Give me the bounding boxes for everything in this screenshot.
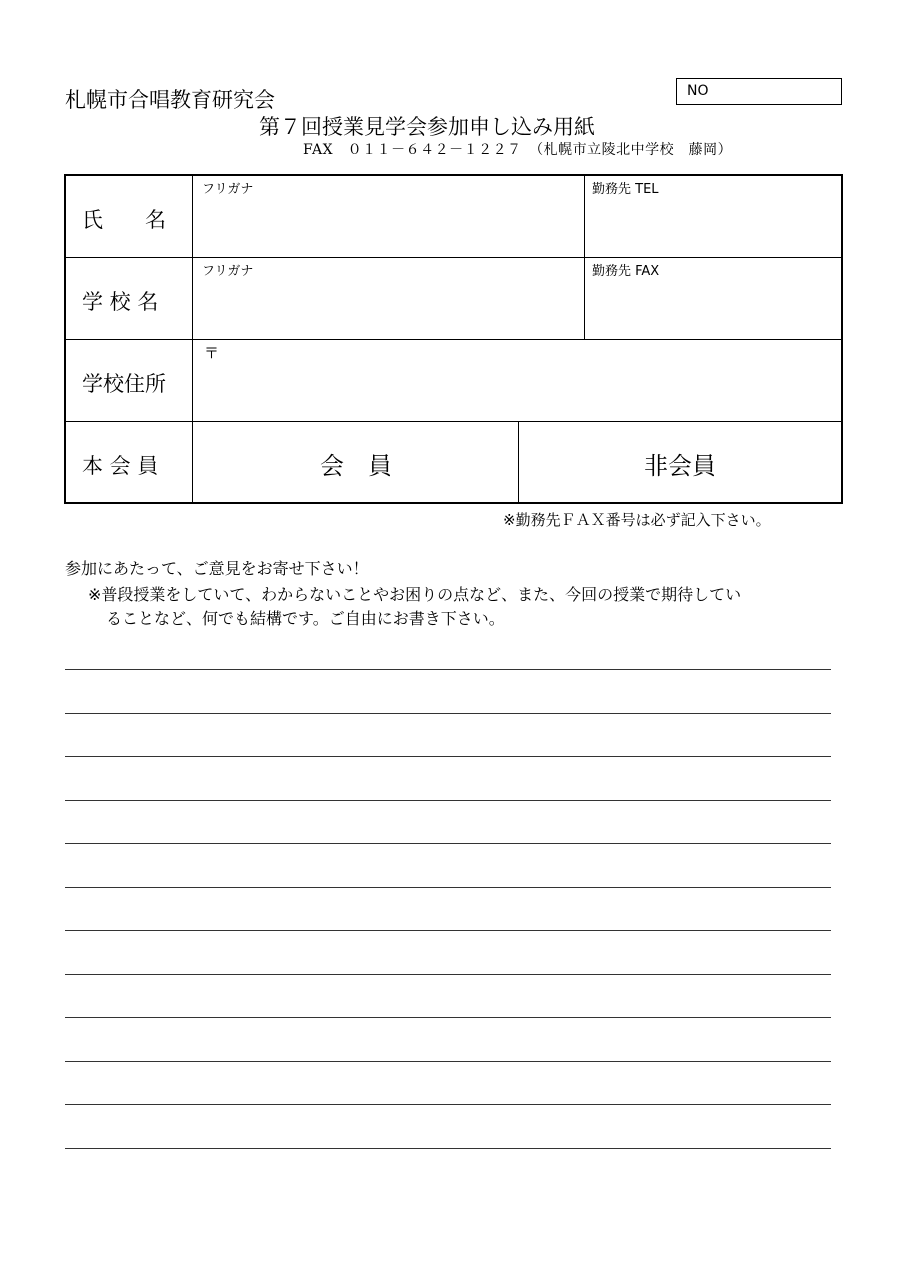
application-form-table (64, 174, 843, 504)
writing-line (65, 669, 831, 670)
contact-column-divider (584, 176, 585, 339)
postal-mark: 〒 (204, 344, 220, 362)
writing-line (65, 1104, 831, 1105)
form-title: 第７回授業見学会参加申し込み用紙 (259, 115, 595, 139)
school-name-input[interactable] (194, 278, 582, 336)
non-member-option[interactable]: 非会員 (644, 452, 716, 480)
writing-line (65, 930, 831, 931)
work-fax-label: 勤務先 FAX (592, 264, 660, 279)
fax-contact-line: FAX ０１１－６４２－１２２７ （札幌市立陵北中学校 藤岡） (303, 142, 733, 158)
writing-line (65, 974, 831, 975)
writing-line (65, 887, 831, 888)
opinion-instruction-line-2: ることなど、何でも結構です。ご自由にお書き下さい。 (106, 609, 505, 628)
writing-line (65, 713, 831, 714)
writing-line (65, 843, 831, 844)
school-address-label: 学校住所 (82, 372, 166, 396)
work-tel-input[interactable] (586, 196, 839, 254)
name-label: 氏 名 (82, 208, 166, 232)
organization-name: 札幌市合唱教育研究会 (65, 88, 275, 112)
name-furigana-label: フリガナ (202, 182, 254, 197)
school-name-label: 学 校 名 (82, 290, 159, 314)
writing-line (65, 1148, 831, 1149)
member-option[interactable]: 会 員 (320, 452, 392, 480)
school-address-input[interactable] (194, 360, 839, 418)
writing-line (65, 756, 831, 757)
name-input[interactable] (194, 196, 582, 254)
writing-line (65, 800, 831, 801)
opinion-heading: 参加にあたって、ご意見をお寄せ下さい！ (65, 559, 369, 578)
work-fax-input[interactable] (586, 278, 839, 336)
membership-label: 本 会 員 (82, 454, 159, 478)
row-divider-3 (66, 421, 841, 422)
opinion-instruction-line-1: ※普段授業をしていて、わからないことやお困りの点など、また、今回の授業で期待してい (88, 585, 742, 604)
number-field[interactable]: NO (676, 78, 842, 105)
school-furigana-label: フリガナ (202, 264, 254, 279)
writing-line (65, 1061, 831, 1062)
writing-line (65, 1017, 831, 1018)
fax-required-note: ※勤務先ＦＡＸ番号は必ず記入下さい。 (503, 511, 771, 529)
row-divider-1 (66, 257, 841, 258)
row-divider-2 (66, 339, 841, 340)
work-tel-label: 勤務先 TEL (592, 182, 659, 197)
